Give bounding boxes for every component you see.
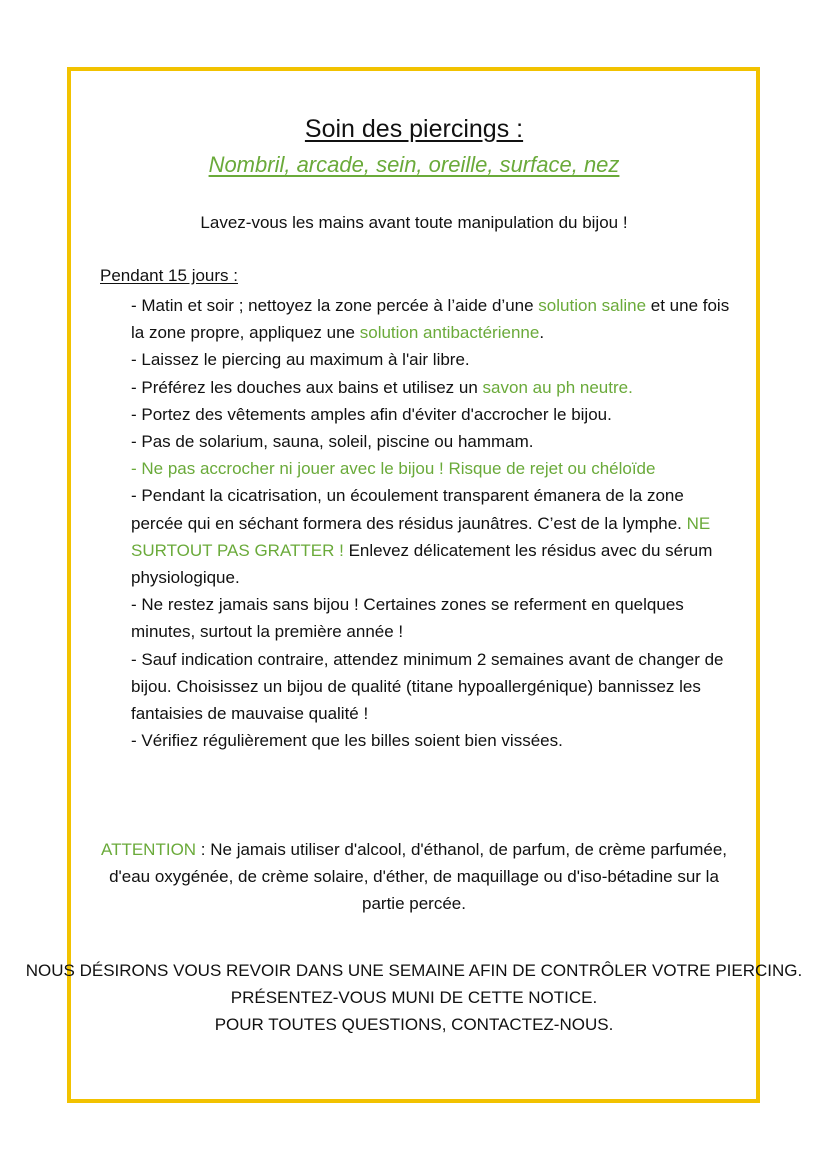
- list-item: - Ne restez jamais sans bijou ! Certaines zones se referment en quelques minutes, surtout la première année !: [131, 595, 684, 642]
- highlight: solution saline: [538, 296, 647, 315]
- hand-wash-warning: Lavez-vous les mains avant toute manipulation du bijou !: [200, 213, 628, 232]
- period-heading: Pendant 15 jours :: [100, 266, 238, 285]
- highlight: savon au ph neutre.: [482, 377, 633, 397]
- page-title: Soin des piercings :: [304, 115, 524, 143]
- list-item: - Préférez les douches aux bains et utilisez un savon au ph neutre.: [131, 377, 633, 397]
- closing-line: POUR TOUTES QUESTIONS, CONTACTEZ-NOUS.: [214, 1015, 614, 1035]
- highlight: solution antibactérienne: [359, 323, 540, 343]
- closing-message: [0, 957, 828, 1039]
- list-item: - Portez des vêtements amples afin d'éviter d'accrocher le bijou.: [131, 404, 612, 424]
- list-item: - Pendant la cicatrisation, un écoulement transparent émanera de la zone percée qui en séchant formera des résidus jaunâtres. C’est de la lymphe. NE SURTOUT PAS GRATTER ! Enlevez délicatement les résidus avec du sérum physiologique.: [131, 486, 713, 588]
- highlight: Ne pas accrocher ni jouer avec le bijou ! Risque de rejet ou chéloïde: [141, 459, 656, 479]
- closing-line: NOUS DÉSIRONS VOUS REVOIR DANS UNE SEMAINE AFIN DE CONTRÔLER VOTRE PIERCING.: [25, 961, 803, 980]
- list-item: - Sauf indication contraire, attendez minimum 2 semaines avant de changer de bijou. Choisissez un bijou de qualité (titane hypoallergénique) bannissez les fantaisies de mauvaise qualité !: [131, 649, 724, 724]
- list-item: - Vérifiez régulièrement que les billes soient bien vissées.: [131, 731, 563, 751]
- attention-notice: [100, 836, 728, 918]
- page-subtitle: Nombril, arcade, sein, oreille, surface, nez: [208, 152, 620, 177]
- attention-text: : Ne jamais utiliser d'alcool, d'éthanol, de parfum, de crème parfumée, d'eau oxygénée, de crème solaire, d'éther, de maquillage ou d'iso-bétadine sur la partie percée.: [109, 840, 727, 914]
- care-instructions-list: [131, 292, 731, 754]
- highlight: NE SURTOUT PAS GRATTER !: [131, 513, 711, 560]
- attention-label: ATTENTION: [101, 840, 197, 859]
- list-item: - Ne pas accrocher ni jouer avec le bijou ! Risque de rejet ou chéloïde: [131, 459, 656, 479]
- list-item: - Matin et soir ; nettoyez la zone percée à l’aide d’une solution saline et une fois la zone propre, appliquez une solution antibactérienne.: [131, 296, 730, 343]
- list-item: - Pas de solarium, sauna, soleil, piscine ou hammam.: [131, 432, 534, 452]
- closing-line: PRÉSENTEZ-VOUS MUNI DE CETTE NOTICE.: [230, 988, 598, 1008]
- list-item: - Laissez le piercing au maximum à l'air libre.: [131, 350, 470, 370]
